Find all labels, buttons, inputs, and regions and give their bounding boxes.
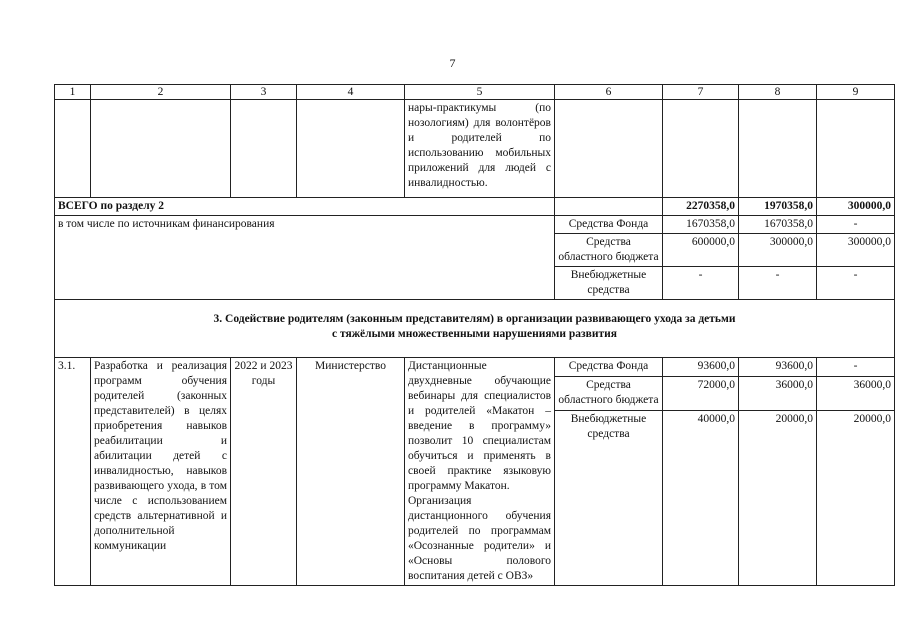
col-header: 2 bbox=[91, 85, 231, 100]
source-col9: - bbox=[817, 358, 895, 377]
source-col9: 20000,0 bbox=[817, 411, 895, 586]
source-col8: 20000,0 bbox=[739, 411, 817, 586]
col-header: 3 bbox=[231, 85, 297, 100]
total-row bbox=[55, 198, 895, 216]
source-name: Средства Фонда bbox=[555, 216, 663, 234]
section-3-heading bbox=[55, 300, 895, 358]
col-header: 5 bbox=[405, 85, 555, 100]
col-header: 6 bbox=[555, 85, 663, 100]
col-header: 4 bbox=[297, 85, 405, 100]
col-header: 9 bbox=[817, 85, 895, 100]
source-row bbox=[55, 216, 895, 234]
source-col7: 72000,0 bbox=[663, 376, 739, 410]
source-col7: 40000,0 bbox=[663, 411, 739, 586]
result-paragraph: Дистанционные двухдневные обучающие вебинары для специалистов и родителей «Макатон – введение в программу» позволит 10 специалистам обучиться и применять в своей практике языковую программу Макатон. bbox=[408, 360, 551, 492]
activity-description: Разработка и реализация программ обучения родителей (законных представителей) в целях приобретения навыков реабилитации и абилитации детей с инвалидностью, навыков развивающего ухода, в том числе с использованием средств альтернативной и дополнительной коммуникации bbox=[91, 358, 231, 586]
total-col8: 1970358,0 bbox=[739, 198, 817, 216]
source-col7: 1670358,0 bbox=[663, 216, 739, 234]
source-col7: 600000,0 bbox=[663, 234, 739, 267]
source-col8: 36000,0 bbox=[739, 376, 817, 410]
source-col8: 300000,0 bbox=[739, 234, 817, 267]
result-continuation: нары-практикумы (по нозологиям) для волонтёров и родителей по использованию мобильных приложений для людей с инвалидностью. bbox=[405, 100, 555, 198]
page-number: 7 bbox=[449, 56, 456, 70]
source-col8: 93600,0 bbox=[739, 358, 817, 377]
table-row bbox=[55, 358, 895, 377]
total-label: ВСЕГО по разделу 2 bbox=[55, 198, 555, 216]
source-name: Внебюджетные средства bbox=[555, 411, 663, 586]
col-header: 8 bbox=[739, 85, 817, 100]
source-name: Средства областного бюджета bbox=[555, 376, 663, 410]
source-name: Средства Фонда bbox=[555, 358, 663, 377]
source-col9: - bbox=[817, 267, 895, 300]
activity-years: 2022 и 2023 годы bbox=[231, 358, 297, 586]
continuation-row bbox=[55, 100, 895, 198]
section-3-line1: 3. Содействие родителям (законным представителям) в организации развивающего ухода за детьми bbox=[213, 313, 736, 325]
source-col7: - bbox=[663, 267, 739, 300]
total-col7: 2270358,0 bbox=[663, 198, 739, 216]
col-header: 1 bbox=[55, 85, 91, 100]
source-col9: 300000,0 bbox=[817, 234, 895, 267]
activity-executor: Министерство bbox=[297, 358, 405, 586]
budget-table bbox=[54, 84, 895, 586]
total-col9: 300000,0 bbox=[817, 198, 895, 216]
section-heading-row bbox=[55, 300, 895, 358]
source-col9: 36000,0 bbox=[817, 376, 895, 410]
source-col8: 1670358,0 bbox=[739, 216, 817, 234]
source-col7: 93600,0 bbox=[663, 358, 739, 377]
col-header: 7 bbox=[663, 85, 739, 100]
sources-label: в том числе по источникам финансирования bbox=[55, 216, 555, 300]
section-3-line2: с тяжёлыми множественными нарушениями развития bbox=[332, 328, 617, 340]
result-paragraph: Организация дистанционного обучения родителей по программам «Осознанные родители» и «Основы полового воспитания детей с ОВЗ» bbox=[408, 495, 551, 582]
source-col8: - bbox=[739, 267, 817, 300]
row-number: 3.1. bbox=[55, 358, 91, 586]
source-col9: - bbox=[817, 216, 895, 234]
activity-result bbox=[405, 358, 555, 586]
source-name: Средства областного бюджета bbox=[555, 234, 663, 267]
source-name: Внебюджетные средства bbox=[555, 267, 663, 300]
column-numbers-row bbox=[55, 85, 895, 100]
